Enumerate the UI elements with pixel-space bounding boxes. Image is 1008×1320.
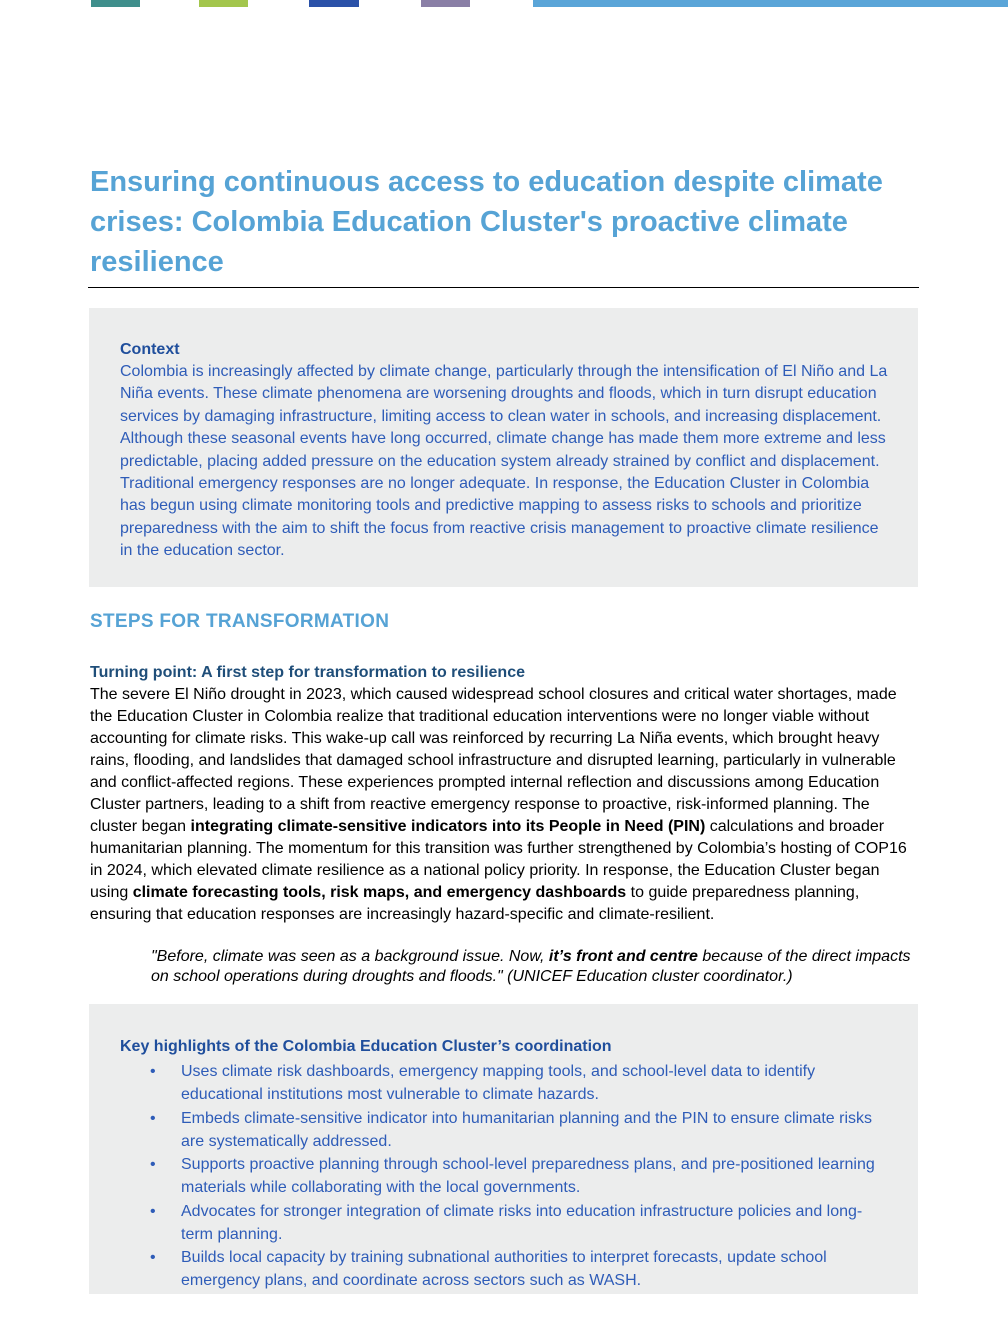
list-item-text: Supports proactive planning through school-level preparedness plans, and pre-positioned learning materials while collaborating with the local governments. xyxy=(181,1156,875,1196)
list-item-text: Embeds climate-sensitive indicator into humanitarian planning and the PIN to ensure climate risks are systematically addressed. xyxy=(181,1109,873,1150)
list-item xyxy=(120,1153,888,1199)
header-color-bar-teal xyxy=(91,0,140,7)
quote-segment: "Before, climate was seen as a background issue. Now, xyxy=(151,948,549,965)
body-text-segment: The severe El Niño drought in 2023, which caused widespread school closures and critical water shortages, made the Education Cluster in Colombia realize that traditional education interventions were no longer viable without accounting for climate risks. This wake-up call was reinforced by recurring La Niña events, which brought heavy rains, flooding, and landslides that damaged school infrastructure and disrupted learning, particularly in vulnerable and conflict-affected regions. These experiences prompted internal reflection and discussions among Education Cluster partners, leading to a shift from reactive emergency response to proactive, risk-informed planning. The cluster began xyxy=(90,686,897,835)
list-item xyxy=(120,1107,888,1153)
highlights-list xyxy=(120,1060,888,1292)
turning-point-paragraph xyxy=(90,684,920,926)
list-item-text: Advocates for stronger integration of climate risks into education infrastructure policies and long-term planning. xyxy=(181,1202,863,1243)
bullet-icon: • xyxy=(150,1109,156,1127)
bullet-icon: • xyxy=(150,1202,156,1220)
body-text-segment: calculations and broader humanitarian planning. The momentum for this transition was further strengthened by Colombia’s hosting of COP16 in 2024, which elevated climate resilience as a national policy priority. In response, the Education Cluster began using xyxy=(90,818,907,901)
quote-bold: it’s front and centre xyxy=(548,948,698,965)
header-color-bar-lightblue xyxy=(533,0,1008,7)
title-divider xyxy=(88,287,919,288)
turning-point-heading: Turning point: A first step for transformation to resilience xyxy=(90,664,525,681)
highlights-box xyxy=(89,1004,918,1294)
context-heading: Context xyxy=(120,341,180,358)
body-text-segment: to guide preparedness planning, ensuring that education responses are increasingly hazard-specific and climate-resilient. xyxy=(90,884,860,923)
quote-segment: because of the direct impacts on school operations during droughts and floods." (UNICEF Education cluster coordinator.) xyxy=(151,948,911,985)
bullet-icon: • xyxy=(150,1156,156,1173)
header-color-bar-green xyxy=(199,0,248,7)
list-item xyxy=(120,1200,888,1246)
list-item-text: Builds local capacity by training subnational authorities to interpret forecasts, update school emergency plans, and coordinate across sectors such as WASH. xyxy=(181,1249,827,1289)
body-bold-tools: climate forecasting tools, risk maps, and emergency dashboards xyxy=(132,884,627,901)
header-color-bar-purple xyxy=(421,0,470,7)
page-title: Ensuring continuous access to education despite climate crises: Colombia Education Cluster's proactive climate resilience xyxy=(90,166,883,278)
context-text: Colombia is increasingly affected by climate change, particularly through the intensification of El Niño and La Niña events. These climate phenomena are worsening droughts and floods, which in turn disrupt education services by damaging infrastructure, limiting access to clean water in schools, and increasing displacement. Although these seasonal events have long occurred, climate change has made them more extreme and less predictable, placing added pressure on the education system already strained by conflict and displacement. Traditional emergency responses are no longer adequate. In response, the Education Cluster in Colombia has begun using climate monitoring tools and predictive mapping to assess risks to schools and prioritize preparedness with the aim to shift the focus from reactive crisis management to proactive climate resilience in the education sector. xyxy=(120,363,888,560)
coordinator-quote xyxy=(151,947,921,987)
bullet-icon: • xyxy=(150,1063,156,1080)
list-item-text: Uses climate risk dashboards, emergency mapping tools, and school-level data to identify educational institutions most vulnerable to climate hazards. xyxy=(181,1063,816,1103)
header-color-bar-blue xyxy=(309,0,359,7)
body-bold-pin: integrating climate-sensitive indicators into its People in Need (PIN) xyxy=(190,818,706,835)
bullet-icon: • xyxy=(150,1249,156,1266)
list-item xyxy=(120,1246,888,1292)
context-box xyxy=(89,308,918,587)
section-title-steps: STEPS FOR TRANSFORMATION xyxy=(90,611,390,632)
highlights-heading: Key highlights of the Colombia Education Cluster’s coordination xyxy=(120,1038,612,1055)
list-item xyxy=(120,1060,888,1106)
